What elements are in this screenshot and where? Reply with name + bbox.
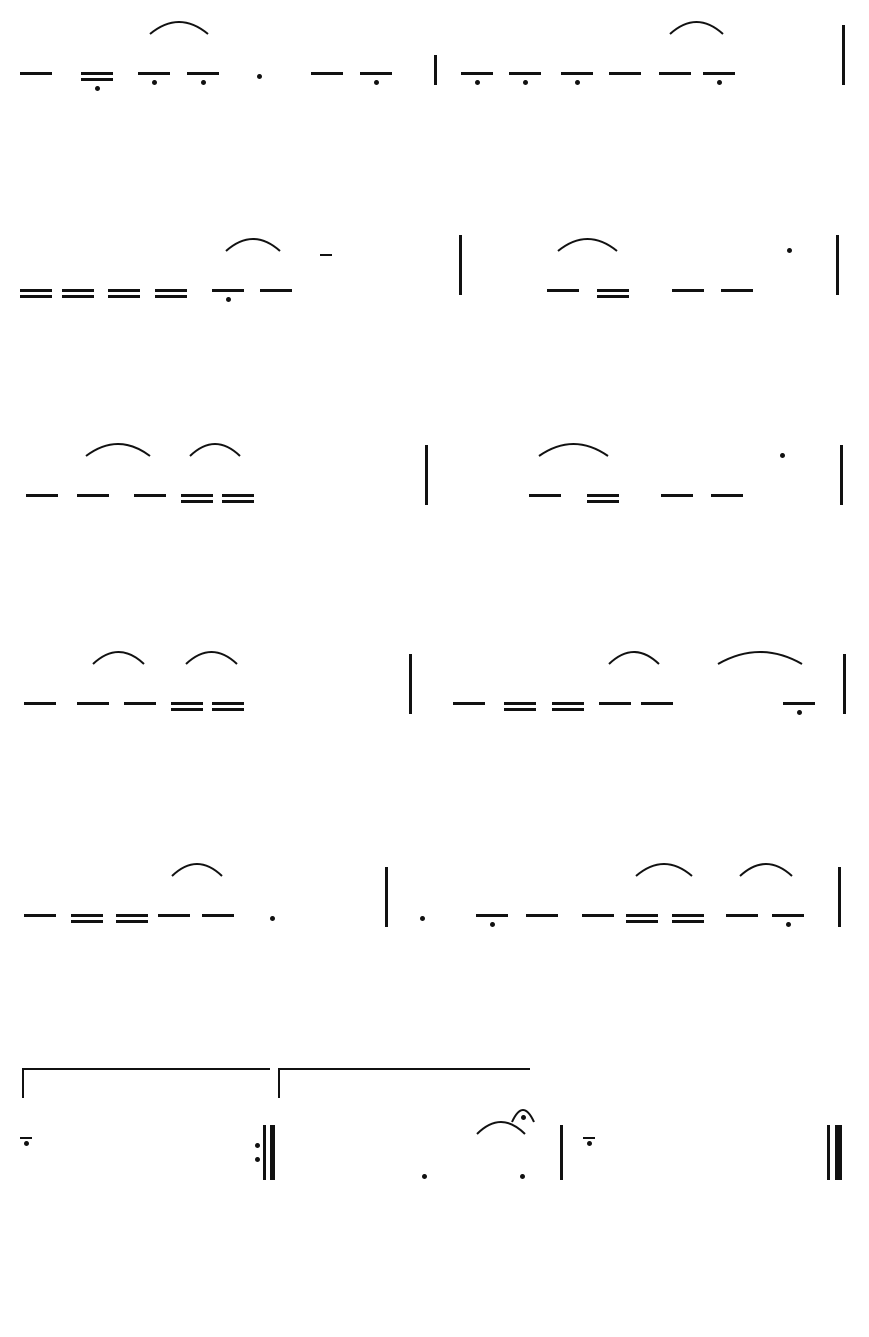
underline-beam bbox=[81, 72, 113, 75]
barline bbox=[425, 445, 428, 505]
slur bbox=[668, 16, 725, 36]
underline-beam bbox=[547, 289, 579, 292]
underline-beam bbox=[155, 289, 187, 292]
underline-beam bbox=[561, 72, 593, 75]
underline-beam bbox=[71, 920, 103, 923]
slur bbox=[537, 438, 610, 458]
barline bbox=[434, 55, 437, 85]
underline-beam bbox=[311, 72, 343, 75]
underline-beam bbox=[81, 78, 113, 81]
underline-beam bbox=[661, 494, 693, 497]
barline bbox=[842, 25, 845, 85]
octave-low-dot bbox=[201, 80, 206, 85]
underline-beam bbox=[62, 289, 94, 292]
octave-low-dot bbox=[374, 80, 379, 85]
slur bbox=[556, 233, 619, 253]
underline-beam bbox=[672, 914, 704, 917]
volta-bracket-top bbox=[22, 1068, 270, 1070]
underline-beam bbox=[587, 494, 619, 497]
octave-low-dot bbox=[490, 922, 495, 927]
underline-beam bbox=[181, 494, 213, 497]
underline-beam bbox=[71, 914, 103, 917]
underline-beam bbox=[526, 914, 558, 917]
underline-beam bbox=[24, 914, 56, 917]
barline bbox=[836, 235, 839, 295]
slur bbox=[634, 858, 694, 878]
repeat-dot bbox=[255, 1143, 260, 1148]
underline-beam bbox=[24, 702, 56, 705]
underline-beam bbox=[116, 914, 148, 917]
grace-beam bbox=[20, 1137, 32, 1139]
underline-beam bbox=[187, 72, 219, 75]
underline-beam bbox=[212, 702, 244, 705]
underline-beam bbox=[212, 708, 244, 711]
octave-low-dot bbox=[226, 297, 231, 302]
volta-bracket-side bbox=[22, 1068, 24, 1098]
underline-beam bbox=[212, 289, 244, 292]
octave-low-dot bbox=[95, 86, 100, 91]
underline-beam bbox=[20, 72, 52, 75]
final-barline-thin bbox=[827, 1125, 830, 1180]
underline-beam bbox=[171, 708, 203, 711]
octave-low-dot bbox=[520, 1174, 525, 1179]
slur bbox=[91, 646, 146, 666]
octave-high-dot bbox=[787, 248, 792, 253]
underline-beam bbox=[626, 914, 658, 917]
octave-high-dot bbox=[780, 453, 785, 458]
underline-beam bbox=[171, 702, 203, 705]
slur bbox=[607, 646, 661, 666]
underline-beam bbox=[529, 494, 561, 497]
repeat-dot bbox=[255, 1157, 260, 1162]
underline-beam bbox=[222, 500, 254, 503]
barline bbox=[409, 654, 412, 714]
fermata-dot bbox=[521, 1115, 526, 1120]
underline-beam bbox=[77, 494, 109, 497]
underline-beam bbox=[587, 500, 619, 503]
underline-beam bbox=[626, 920, 658, 923]
underline-beam bbox=[222, 494, 254, 497]
barline bbox=[560, 1125, 563, 1180]
repeat-barline-thick bbox=[270, 1125, 275, 1180]
underline-beam bbox=[552, 708, 584, 711]
octave-low-dot bbox=[422, 1174, 427, 1179]
underline-beam bbox=[20, 295, 52, 298]
underline-beam bbox=[476, 914, 508, 917]
grace-beam bbox=[320, 254, 332, 256]
underline-beam bbox=[582, 914, 614, 917]
barline bbox=[843, 654, 846, 714]
volta-bracket-top bbox=[278, 1068, 530, 1070]
underline-beam bbox=[158, 914, 190, 917]
repeat-barline-thin bbox=[263, 1125, 266, 1180]
slur bbox=[84, 438, 152, 458]
underline-beam bbox=[711, 494, 743, 497]
final-barline-thick bbox=[835, 1125, 842, 1180]
underline-beam bbox=[155, 295, 187, 298]
underline-beam bbox=[260, 289, 292, 292]
underline-beam bbox=[77, 702, 109, 705]
underline-beam bbox=[597, 289, 629, 292]
underline-beam bbox=[659, 72, 691, 75]
slur bbox=[188, 438, 242, 458]
underline-beam bbox=[609, 72, 641, 75]
barline bbox=[838, 867, 841, 927]
underline-beam bbox=[772, 914, 804, 917]
underline-beam bbox=[597, 295, 629, 298]
grace-low-dot bbox=[587, 1141, 592, 1146]
octave-low-dot bbox=[717, 80, 722, 85]
slur bbox=[148, 16, 210, 36]
underline-beam bbox=[134, 494, 166, 497]
underline-beam bbox=[26, 494, 58, 497]
underline-beam bbox=[138, 72, 170, 75]
underline-beam bbox=[672, 920, 704, 923]
underline-beam bbox=[509, 72, 541, 75]
slur bbox=[170, 858, 224, 878]
slur bbox=[716, 646, 804, 666]
slur bbox=[738, 858, 794, 878]
underline-beam bbox=[62, 295, 94, 298]
underline-beam bbox=[181, 500, 213, 503]
underline-beam bbox=[552, 702, 584, 705]
octave-low-dot bbox=[575, 80, 580, 85]
slur bbox=[184, 646, 239, 666]
underline-beam bbox=[783, 702, 815, 705]
volta-bracket-side bbox=[278, 1068, 280, 1098]
underline-beam bbox=[703, 72, 735, 75]
octave-low-dot bbox=[475, 80, 480, 85]
underline-beam bbox=[116, 920, 148, 923]
octave-low-dot bbox=[420, 916, 425, 921]
slur bbox=[224, 233, 282, 253]
underline-beam bbox=[504, 702, 536, 705]
octave-low-dot bbox=[797, 710, 802, 715]
underline-beam bbox=[124, 702, 156, 705]
underline-beam bbox=[721, 289, 753, 292]
grace-low-dot bbox=[24, 1141, 29, 1146]
octave-low-dot bbox=[786, 922, 791, 927]
underline-beam bbox=[453, 702, 485, 705]
underline-beam bbox=[20, 289, 52, 292]
grace-beam bbox=[583, 1137, 595, 1139]
octave-low-dot bbox=[152, 80, 157, 85]
underline-beam bbox=[202, 914, 234, 917]
octave-low-dot bbox=[257, 74, 262, 79]
underline-beam bbox=[108, 289, 140, 292]
underline-beam bbox=[360, 72, 392, 75]
underline-beam bbox=[108, 295, 140, 298]
underline-beam bbox=[599, 702, 631, 705]
underline-beam bbox=[672, 289, 704, 292]
underline-beam bbox=[726, 914, 758, 917]
barline bbox=[459, 235, 462, 295]
octave-low-dot bbox=[270, 916, 275, 921]
barline bbox=[840, 445, 843, 505]
octave-low-dot bbox=[523, 80, 528, 85]
underline-beam bbox=[504, 708, 536, 711]
barline bbox=[385, 867, 388, 927]
underline-beam bbox=[641, 702, 673, 705]
underline-beam bbox=[461, 72, 493, 75]
